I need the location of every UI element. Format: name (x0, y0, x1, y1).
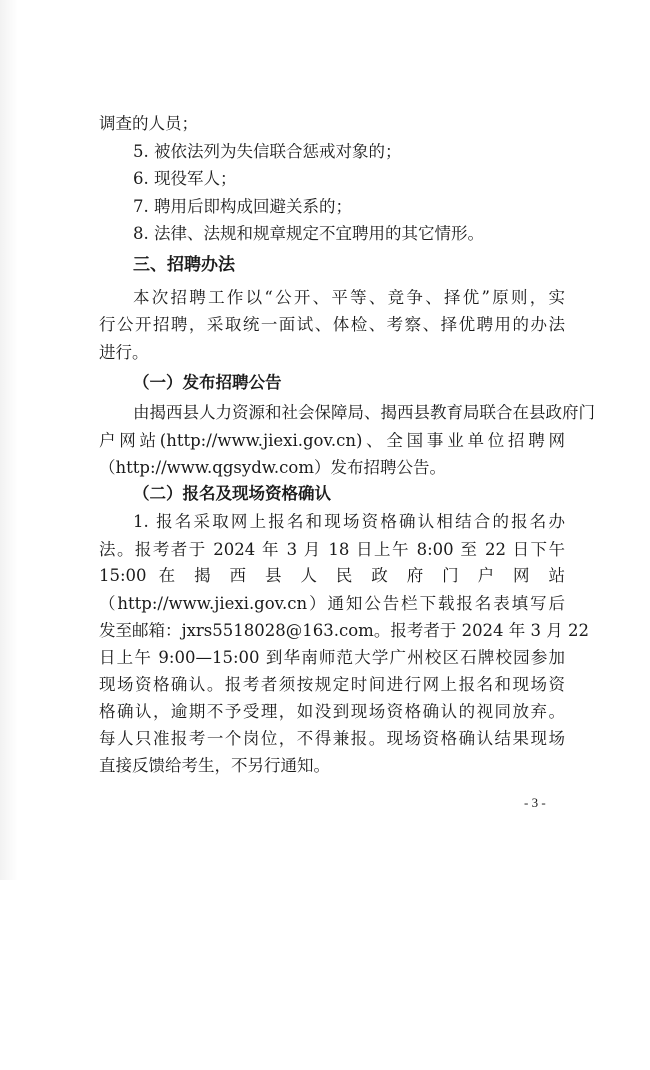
paragraph-line: 进行。 (99, 343, 149, 362)
list-item-8: 8. 法律、法规和规章规定不宜聘用的其它情形。 (133, 224, 484, 243)
paragraph-line: 直接反馈给考生，不另行通知。 (99, 756, 330, 775)
section-heading: 三、招聘办法 (133, 255, 235, 275)
paragraph-line: 1. 报名采取网上报名和现场资格确认相结合的报名办 (133, 512, 565, 531)
subsection-heading: （二）报名及现场资格确认 (133, 484, 331, 503)
paragraph-line: 每人只准报考一个岗位，不得兼报。现场资格确认结果现场 (99, 729, 565, 748)
paragraph-line: 由揭西县人力资源和社会保障局、揭西县教育局联合在县政府门 (133, 403, 595, 422)
paragraph-line: 格确认，逾期不予受理，如没到现场资格确认的视同放弃。 (99, 702, 565, 721)
page-number: - 3 - (524, 795, 546, 810)
list-line: 调查的人员； (99, 114, 198, 133)
paragraph-line: 法。报考者于 2024 年 3 月 18 日上午 8:00 至 22 日下午 (99, 540, 565, 559)
paragraph-line: 户网站(http://www.jiexi.gov.cn)、全国事业单位招聘网 (99, 431, 565, 450)
paragraph-line: 现场资格确认。报考者须按规定时间进行网上报名和现场资 (99, 675, 565, 694)
scan-edge-shadow (0, 0, 18, 880)
list-item-5: 5. 被依法列为失信联合惩戒对象的； (133, 142, 402, 161)
paragraph-line: （http://www.qgsydw.com）发布招聘公告。 (99, 458, 446, 477)
paragraph-line: 行公开招聘，采取统一面试、体检、考察、择优聘用的办法 (99, 315, 565, 334)
paragraph-line: 15:00 在 揭 西 县 人 民 政 府 门 户 网 站 (99, 566, 565, 585)
list-item-7: 7. 聘用后即构成回避关系的； (133, 197, 352, 216)
subsection-heading: （一）发布招聘公告 (133, 373, 282, 392)
paragraph-line: 本次招聘工作以“公开、平等、竞争、择优”原则，实 (133, 288, 565, 307)
paragraph-line: 发至邮箱：jxrs5518028@163.com。报考者于 2024 年 3 月 22 (99, 621, 590, 640)
paragraph-line: （http://www.jiexi.gov.cn）通知公告栏下载报名表填写后 (99, 594, 565, 613)
list-item-6: 6. 现役军人； (133, 169, 237, 188)
paragraph-line: 日上午 9:00—15:00 到华南师范大学广州校区石牌校园参加 (99, 648, 565, 667)
